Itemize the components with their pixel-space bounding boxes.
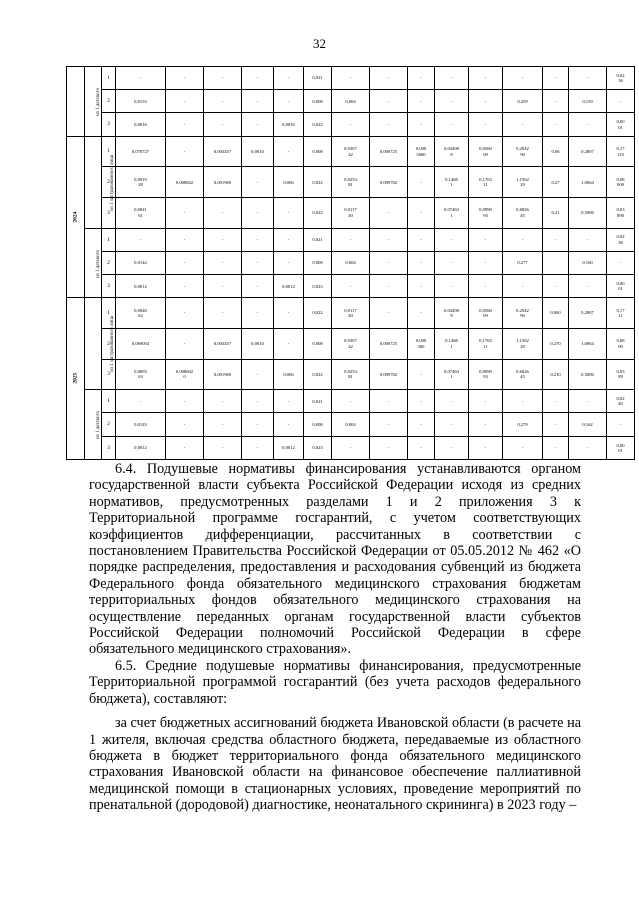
table-cell: -	[408, 413, 435, 436]
table-cell: -	[166, 67, 204, 90]
table-cell: 3	[102, 275, 116, 298]
table-cell: -	[408, 113, 435, 136]
table-cell: 0,162	[569, 413, 607, 436]
table-cell: 0,0142	[116, 251, 166, 274]
table-cell: 0,04498 8	[435, 298, 469, 329]
table-cell: 0,21	[543, 197, 569, 228]
table-cell: 0,2807	[569, 136, 607, 167]
table-cell: 0,27	[543, 167, 569, 198]
table-cell: 0,0117 40	[332, 298, 370, 329]
year-label: 2025	[72, 373, 79, 385]
table-cell: -	[166, 328, 204, 359]
table-cell: -	[370, 298, 408, 329]
table-cell: 0,009782	[370, 359, 408, 390]
table-cell: -	[274, 390, 304, 413]
table-cell: -	[370, 228, 408, 251]
table-cell: -	[503, 228, 543, 251]
table-cell: 0,022	[304, 298, 332, 329]
table-cell: 0,0990 93	[469, 359, 503, 390]
table-cell: -	[569, 228, 607, 251]
table-cell: 0,1468 1	[435, 328, 469, 359]
table-cell: -	[569, 113, 607, 136]
table-cell: 0,0307 42	[332, 136, 370, 167]
table-cell: -	[543, 413, 569, 436]
table-cell: 0,210	[543, 359, 569, 390]
table-cell: -	[166, 390, 204, 413]
table-cell: 0,0307 42	[332, 328, 370, 359]
table-row	[67, 167, 635, 198]
group-label: из 1 детского	[96, 411, 102, 440]
table-cell: 0,021	[304, 390, 332, 413]
table-cell: 0,0010	[242, 136, 274, 167]
table-row	[67, 228, 635, 251]
table-row	[67, 275, 635, 298]
table-cell: -	[274, 136, 304, 167]
table-cell: -	[274, 67, 304, 90]
table-cell: 1,1562 29	[503, 328, 543, 359]
table-cell: 0,2807	[569, 298, 607, 329]
group-label: из 1 детского	[96, 87, 102, 116]
table-cell: -	[408, 251, 435, 274]
table-cell: -	[435, 228, 469, 251]
table-cell: 0,270	[543, 328, 569, 359]
table-cell: -	[166, 90, 204, 113]
table-cell: -	[370, 413, 408, 436]
table-cell: 0,0560 09	[469, 136, 503, 167]
group-cell	[85, 136, 116, 228]
table-cell: 0,022	[304, 359, 332, 390]
table-cell: -	[569, 436, 607, 459]
table-cell: 0,004	[332, 251, 370, 274]
table-cell: -	[469, 228, 503, 251]
table-cell: 0,070727	[116, 136, 166, 167]
paragraph: за счет бюджетных ассигнований бюджета Ивановской области (в расчете на 1 жителя, включая средства областного бюджета, передаваемые из областного бюджета в бюджет территориального фонда обязательного медицинского страхования Ивановской области на финансовое обеспечение паллиативной медицинской помощи в стационарных условиях, проведение мероприятий по пренатальной (дородовой) диагностике, неонатального скрининга) в 2023 году –	[89, 715, 581, 814]
table-cell: -	[274, 298, 304, 329]
table-cell: -	[274, 228, 304, 251]
table-cell: -	[370, 90, 408, 113]
table-cell: -	[469, 251, 503, 274]
table-cell: -	[503, 67, 543, 90]
table-cell: 0,00 01	[607, 113, 635, 136]
table-cell: -	[242, 167, 274, 198]
table-cell: -	[204, 275, 242, 298]
table-cell: 0,023	[304, 436, 332, 459]
table-cell: 0,006	[274, 167, 304, 198]
table-cell: 0,0919 28	[116, 167, 166, 198]
table-cell: -	[543, 113, 569, 136]
table-cell: -	[503, 113, 543, 136]
table-cell: -	[370, 436, 408, 459]
table-cell: 0,0143	[116, 413, 166, 436]
table-cell: -	[332, 228, 370, 251]
table-cell: 0,022	[304, 167, 332, 198]
group-label: из 1 детского	[96, 249, 102, 278]
table-cell: -	[166, 113, 204, 136]
table-cell: -	[242, 359, 274, 390]
table-cell: -	[435, 67, 469, 90]
table-cell: 2	[102, 167, 116, 198]
table-cell: 0,0012	[274, 436, 304, 459]
table-cell: 0,5006	[569, 359, 607, 390]
table-cell: 0,07463 1	[435, 359, 469, 390]
table-cell: 0,00 01	[607, 436, 635, 459]
table-cell: 0,009782	[370, 167, 408, 198]
table-row	[67, 413, 635, 436]
table-cell: 1	[102, 136, 116, 167]
table-cell: 0,0893 63	[116, 359, 166, 390]
table-cell: -	[166, 228, 204, 251]
table-cell: 0,0117 40	[332, 197, 370, 228]
body-text	[89, 461, 581, 814]
table-cell: -	[370, 251, 408, 274]
table-row	[67, 251, 635, 274]
table-cell: -	[242, 113, 274, 136]
table-cell: 0,008602 0	[166, 359, 204, 390]
table-cell: -	[166, 197, 204, 228]
table-cell: 2	[102, 90, 116, 113]
table-cell: 0,00 01	[607, 275, 635, 298]
table-cell: -	[274, 251, 304, 274]
table-cell: -	[166, 298, 204, 329]
table-cell: 0,2942 90	[503, 298, 543, 329]
group-cell	[85, 228, 102, 298]
table-cell: 1,1562 29	[503, 167, 543, 198]
table-cell: 0,06	[543, 136, 569, 167]
table-cell: -	[435, 390, 469, 413]
table-cell: 0,008	[304, 251, 332, 274]
table-cell: 0,021	[304, 228, 332, 251]
table-cell: -	[370, 390, 408, 413]
table-cell: 2	[102, 328, 116, 359]
table-cell: 0,0016	[274, 113, 304, 136]
table-cell: 0,023	[304, 275, 332, 298]
table-cell: 0,001969	[204, 359, 242, 390]
table-cell: 0,02 36	[607, 67, 635, 90]
paragraph: 6.5. Средние подушевые нормативы финансирования, предусмотренные Территориальной программой госгарантий (без учета расходов федерального бюджета), составляют:	[89, 657, 581, 707]
table-cell: -	[503, 275, 543, 298]
table-cell: 0,0133	[116, 90, 166, 113]
table-cell: 0,1763 11	[469, 167, 503, 198]
table-cell: 0,259	[503, 90, 543, 113]
table-cell: -	[370, 67, 408, 90]
table-cell: 0,1763 11	[469, 328, 503, 359]
table-cell: 1	[102, 390, 116, 413]
table-cell: -	[204, 390, 242, 413]
table-cell: -	[166, 436, 204, 459]
table-cell: -	[469, 90, 503, 113]
table-cell: -	[543, 275, 569, 298]
group-label: из 1 застрахованного лица	[110, 154, 116, 211]
table-cell: 3	[102, 197, 116, 228]
table-cell: 0,000725	[370, 328, 408, 359]
table-cell: 0,069054	[116, 328, 166, 359]
table-cell: 0,0560 09	[469, 298, 503, 329]
table-cell: 0,03 89	[607, 359, 635, 390]
table-cell: 0,160	[569, 251, 607, 274]
table-cell: 0,004	[332, 413, 370, 436]
table-cell: -	[503, 436, 543, 459]
table-cell: 0,277	[503, 251, 543, 274]
table-cell: 0,02 40	[607, 390, 635, 413]
table-cell: -	[408, 228, 435, 251]
table-cell: 0,021	[304, 67, 332, 90]
table-cell: -	[435, 436, 469, 459]
table-cell: 0,000 560	[408, 328, 435, 359]
table-cell: 0,000725	[370, 136, 408, 167]
table-cell: -	[204, 113, 242, 136]
table-cell: -	[370, 275, 408, 298]
table-cell: 0,022	[304, 113, 332, 136]
table-cell: -	[166, 275, 204, 298]
table-cell: 0,008	[304, 328, 332, 359]
year-cell	[67, 136, 85, 298]
table-cell: -	[408, 298, 435, 329]
table-cell: 0,004	[332, 90, 370, 113]
table-cell: -	[607, 251, 635, 274]
table-cell: -	[204, 90, 242, 113]
table-cell: 0,08 00	[607, 328, 635, 359]
table-cell: 0,0010	[242, 328, 274, 359]
table-cell: -	[408, 359, 435, 390]
table-cell: 0,008	[304, 136, 332, 167]
table-cell: 0,1468 1	[435, 167, 469, 198]
table-cell: -	[435, 413, 469, 436]
table-cell: -	[332, 275, 370, 298]
table-cell: -	[204, 298, 242, 329]
table-cell: -	[469, 436, 503, 459]
table-cell: 1	[102, 228, 116, 251]
table-cell: -	[569, 275, 607, 298]
table-cell: 3	[102, 113, 116, 136]
table-cell: 1,0064	[569, 167, 607, 198]
table-row	[67, 359, 635, 390]
table-cell: -	[408, 197, 435, 228]
table-cell: -	[607, 413, 635, 436]
table-cell: 3	[102, 359, 116, 390]
table-row	[67, 197, 635, 228]
table-cell: 0,060	[543, 298, 569, 329]
table-cell: -	[408, 275, 435, 298]
table-cell: 3	[102, 436, 116, 459]
table-cell: 0,0253 81	[332, 359, 370, 390]
table-cell: 1,0064	[569, 328, 607, 359]
table-cell: 0,001969	[204, 167, 242, 198]
table-cell: -	[332, 113, 370, 136]
table-cell: -	[166, 136, 204, 167]
table-cell: -	[274, 328, 304, 359]
paragraph: 6.4. Подушевые нормативы финансирования устанавливаются органом государственной власти субъекта Российской Федерации исходя из средних нормативов, предусмотренных разделами 1 и 2 приложения 3 к Территориальной программе госгарантий, с учетом соответствующих коэффициентов дифференциации, рассчитанных в соответствии с постановлением Правительства Российской Федерации от 05.05.2012 № 462 «О порядке распределения, предоставления и расходования субвенций из бюджета Федерального фонда обязательного медицинского страхования бюджетам территориальных фондов обязательного медицинского страхования на осуществление переданных органам государственной власти субъектов Российской Федерации полномочий Российской Федерации в сфере обязательного медицинского страхования».	[89, 461, 581, 658]
table-cell: -	[469, 390, 503, 413]
table-cell: 0,08 000	[607, 167, 635, 198]
table-cell: -	[274, 413, 304, 436]
year-cell	[67, 298, 85, 460]
table-row	[67, 328, 635, 359]
group-cell	[85, 390, 102, 460]
table-cell: -	[204, 197, 242, 228]
table-row	[67, 298, 635, 329]
table-cell: 0,02 38	[607, 228, 635, 251]
table-cell: 0,279	[503, 413, 543, 436]
table-cell: 0,6826 45	[503, 197, 543, 228]
table-cell: -	[543, 390, 569, 413]
table-row	[67, 113, 635, 136]
year-label: 2024	[72, 211, 79, 223]
table-cell: 0,0041 61	[116, 197, 166, 228]
table-cell: -	[607, 90, 635, 113]
table-cell: -	[204, 228, 242, 251]
table-cell: -	[274, 90, 304, 113]
year-cell	[67, 67, 85, 137]
table-cell: 0,022	[304, 197, 332, 228]
table-cell: -	[435, 90, 469, 113]
table-cell: 0,006	[274, 359, 304, 390]
table-cell: -	[569, 67, 607, 90]
table-cell: -	[435, 113, 469, 136]
table-cell: -	[166, 251, 204, 274]
table-cell: 0,159	[569, 90, 607, 113]
table-cell: -	[242, 90, 274, 113]
table-cell: 0,0012	[116, 275, 166, 298]
table-cell: 0,008	[304, 413, 332, 436]
table-cell: -	[242, 390, 274, 413]
table-cell: -	[242, 436, 274, 459]
table-cell: -	[408, 90, 435, 113]
table-cell: -	[435, 251, 469, 274]
table-cell: 0,6826 45	[503, 359, 543, 390]
table-cell: 1	[102, 67, 116, 90]
table-cell: -	[242, 298, 274, 329]
table-row	[67, 90, 635, 113]
table-cell: -	[204, 251, 242, 274]
table-cell: 0,003457	[204, 136, 242, 167]
table-cell: -	[543, 228, 569, 251]
table-cell: -	[116, 228, 166, 251]
table-cell: -	[543, 90, 569, 113]
table-cell: -	[543, 436, 569, 459]
table-cell: -	[469, 275, 503, 298]
table-cell: -	[408, 436, 435, 459]
table-cell: 0,008	[304, 90, 332, 113]
table-cell: 1	[102, 298, 116, 329]
financing-norms-table	[66, 66, 635, 460]
table-cell: 0,003457	[204, 328, 242, 359]
table-cell: 0,2942 90	[503, 136, 543, 167]
table-row	[67, 136, 635, 167]
table-cell	[543, 251, 569, 274]
table-cell: -	[274, 197, 304, 228]
table-cell: -	[204, 413, 242, 436]
table-cell: 0,5006	[569, 197, 607, 228]
group-label: из 1 застрахованного лица	[110, 316, 116, 373]
page-number: 32	[313, 36, 326, 51]
table-cell: -	[408, 67, 435, 90]
table-cell: -	[370, 197, 408, 228]
table-cell: -	[332, 67, 370, 90]
table-cell: 0,17 11	[607, 298, 635, 329]
table-cell: -	[469, 413, 503, 436]
table-cell: 0,0012	[116, 436, 166, 459]
table-cell: 0,17 110	[607, 136, 635, 167]
table-row	[67, 67, 635, 90]
table-cell: -	[242, 251, 274, 274]
table-cell: -	[242, 275, 274, 298]
table-cell: 0,07463 1	[435, 197, 469, 228]
table-cell: -	[116, 390, 166, 413]
table-cell: 0,000 5600	[408, 136, 435, 167]
table-row	[67, 436, 635, 459]
table-cell: 0,03 890	[607, 197, 635, 228]
table-cell: -	[469, 113, 503, 136]
table-cell: -	[332, 390, 370, 413]
table-cell: -	[370, 113, 408, 136]
table-cell: -	[242, 197, 274, 228]
table-cell: 2	[102, 251, 116, 274]
table-cell: -	[332, 436, 370, 459]
table-cell: 0,0040 62	[116, 298, 166, 329]
table-cell: 0,04498 8	[435, 136, 469, 167]
table-cell: -	[408, 167, 435, 198]
table-cell: -	[242, 228, 274, 251]
table-cell: -	[204, 436, 242, 459]
table-cell: 0,0990 93	[469, 197, 503, 228]
table-cell: -	[569, 390, 607, 413]
table-cell: -	[408, 390, 435, 413]
table-cell: -	[204, 67, 242, 90]
table-cell: -	[242, 67, 274, 90]
table-cell: -	[543, 67, 569, 90]
table-cell: -	[469, 67, 503, 90]
table-row	[67, 390, 635, 413]
table-cell: -	[435, 275, 469, 298]
table-cell: 0,0016	[116, 113, 166, 136]
table-cell: -	[503, 390, 543, 413]
group-cell	[85, 298, 116, 390]
table-cell: 0,0253 81	[332, 167, 370, 198]
group-cell	[85, 67, 102, 137]
table-cell: -	[166, 413, 204, 436]
table-cell: -	[242, 413, 274, 436]
table-cell: 2	[102, 413, 116, 436]
table-cell: 0,008602	[166, 167, 204, 198]
table-cell: 0,0012	[274, 275, 304, 298]
table-cell: -	[116, 67, 166, 90]
